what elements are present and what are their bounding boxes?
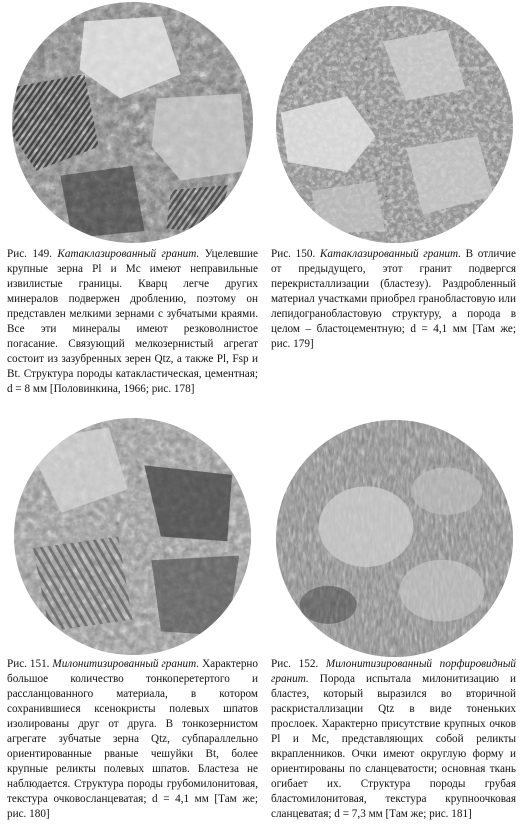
caption-149 bbox=[7, 247, 258, 397]
micrograph-151 bbox=[14, 418, 251, 655]
figure-text: Уцелевшие крупные зерна Pl и Mc имеют неправильные извилистые границы. Кварц легче других минералов подвержен дроблению, поэтому он представлен мелкими зернами с зубчатыми краями. Все эти минералы имеют резковолнистое погасание. Связующий мелкозернистый агрегат состоит из зазубренных зерен Qtz, а также Pl, Fsp и Bt. Структура породы катакластическая, цементная; d = 8 мм [Половинкина, 1966; рис. 178] bbox=[7, 248, 258, 396]
figure-text: Характерно большое количество тонкоперетертого и рассланцованного материала, в котором сохранившиеся ксенокристы полевых шпатов изолированы друг от друга. В тонкозернистом агрегате зубчатые зерна Qtz, субпараллельно ориентированные рваные чешуйки Bt, более крупные реликты полевых шпатов. Бластеза не наблюдается. Структура породы грубомилонитовая, текстура очковосланцеватая; d = 4,1 мм [Там же; рис. 180] bbox=[7, 658, 258, 821]
figure-number: Рис. 149. bbox=[7, 248, 52, 260]
micrograph-152 bbox=[276, 420, 513, 657]
figure-number: Рис. 151. bbox=[7, 658, 50, 670]
micrograph-149 bbox=[12, 2, 253, 243]
micrograph-150 bbox=[276, 6, 513, 243]
figure-number: Рис. 152. bbox=[271, 658, 319, 670]
figure-title: Милонитизированный порфировидный гранит. bbox=[271, 658, 516, 686]
caption-151 bbox=[7, 657, 258, 823]
figure-title: Катаклазированный гранит. bbox=[319, 248, 461, 260]
figure-title: Милонитизированный гранит. bbox=[52, 658, 200, 670]
figure-number: Рис. 150. bbox=[271, 248, 316, 260]
figure-title: Катаклазированный гранит. bbox=[57, 248, 200, 260]
figure-text: В отличие от предыдущего, этот гранит подвергся перекристаллизации (бластезу). Раздробленный материал участками приобрел гранобластовую или лепидогранобластовую структуру, а порода в целом – бластоцементную; d = 4,1 мм [Там же; рис. 179] bbox=[271, 248, 516, 351]
caption-150 bbox=[271, 247, 516, 352]
figure-text: Порода испытала милонитизацию и бластез, который выразился во вторичной раскристаллизации Qtz в виде тоненьких прослоек. Характерно присутствие крупных очков Pl и Mc, представляющих собой реликты вкрапленников. Очки имеют округлую форму и ориентированы по сланцеватости; основная ткань огибает их. Структура породы грубая бластомилонитовая, текстура крупноочковая сланцеватая; d = 7,3 мм [Там же; рис. 181] bbox=[271, 673, 516, 821]
caption-152 bbox=[271, 657, 516, 823]
